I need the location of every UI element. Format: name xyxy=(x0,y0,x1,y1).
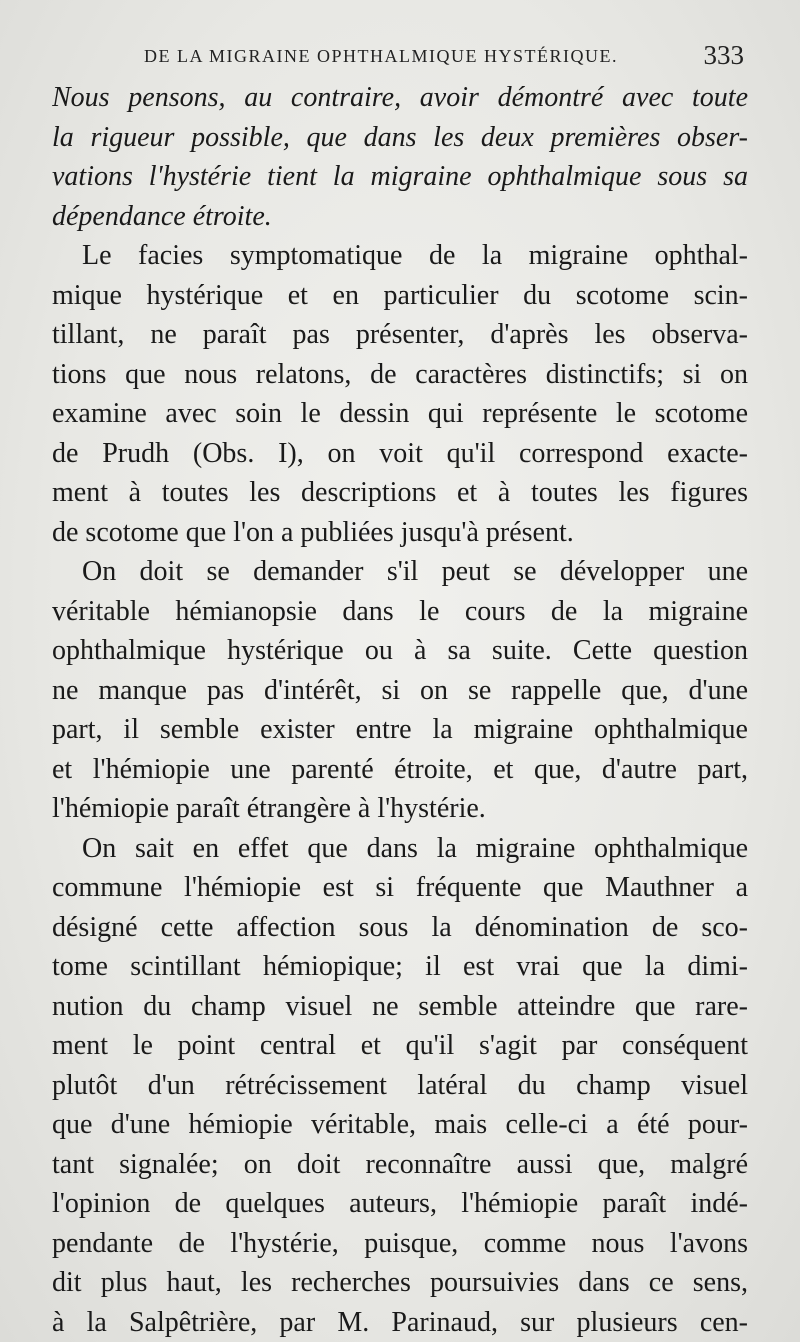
text-line: de Prudh (Obs. I), on voit qu'il correspond exacte- xyxy=(52,437,748,469)
text-line: véritable hémianopsie dans le cours de la migraine xyxy=(52,595,748,627)
text-line: la rigueur possible, que dans les deux premières obser- xyxy=(52,121,748,153)
text-line: ment le point central et qu'il s'agit par conséquent xyxy=(52,1030,748,1061)
body-text xyxy=(52,78,748,1342)
text-line: plutôt d'un rétrécissement latéral du champ visuel xyxy=(52,1069,748,1101)
text-line: examine avec soin le dessin qui représente le scotome xyxy=(52,398,748,429)
text-line: On doit se demander s'il peut se développer une xyxy=(82,556,748,587)
text-line: tant signalée; on doit reconnaître aussi que, malgré xyxy=(52,1148,748,1180)
text-line: l'opinion de quelques auteurs, l'hémiopie paraît indé- xyxy=(52,1188,748,1219)
text-line: tome scintillant hémiopique; il est vrai que la dimi- xyxy=(52,951,748,982)
text-line: de scotome que l'on a publiées jusqu'à présent. xyxy=(52,516,574,548)
text-line: tions que nous relatons, de caractères distinctifs; si on xyxy=(52,358,748,390)
running-title: DE LA MIGRAINE OPHTHALMIQUE HYSTÉRIQUE. xyxy=(144,46,618,66)
text-line: dit plus haut, les recherches poursuivies dans ce sens, xyxy=(52,1267,748,1298)
page-number: 333 xyxy=(703,40,744,70)
text-line: que d'une hémiopie véritable, mais celle-ci a été pour- xyxy=(52,1109,748,1140)
text-line: On sait en effet que dans la migraine ophthalmique xyxy=(82,832,748,864)
text-line: l'hémiopie paraît étrangère à l'hystérie. xyxy=(52,793,486,824)
text-line: ne manque pas d'intérêt, si on se rappelle que, d'une xyxy=(52,674,748,706)
text-line: dépendance étroite. xyxy=(52,200,272,232)
text-line: à la Salpêtrière, par M. Parinaud, sur plusieurs cen- xyxy=(52,1306,748,1338)
text-line: part, il semble exister entre la migraine ophthalmique xyxy=(52,714,748,745)
text-line: désigné cette affection sous la dénomination de sco- xyxy=(52,911,748,943)
text-line: et l'hémiopie une parenté étroite, et que, d'autre part, xyxy=(52,753,748,785)
text-line: vations l'hystérie tient la migraine ophthalmique sous sa xyxy=(52,161,748,192)
text-line: tillant, ne paraît pas présenter, d'après les observa- xyxy=(52,319,748,350)
text-line: ophthalmique hystérique ou à sa suite. Cette question xyxy=(52,635,748,666)
text-line: Le facies symptomatique de la migraine ophthal- xyxy=(82,240,748,271)
text-line: Nous pensons, au contraire, avoir démontré avec toute xyxy=(52,82,748,113)
text-line: pendante de l'hystérie, puisque, comme nous l'avons xyxy=(52,1227,748,1259)
text-line: commune l'hémiopie est si fréquente que Mauthner a xyxy=(52,872,748,903)
text-line: mique hystérique et en particulier du scotome scin- xyxy=(52,279,748,311)
text-line: nution du champ visuel ne semble atteindre que rare- xyxy=(52,990,748,1022)
running-header xyxy=(44,40,744,80)
text-line: ment à toutes les descriptions et à toutes les figures xyxy=(52,477,748,508)
